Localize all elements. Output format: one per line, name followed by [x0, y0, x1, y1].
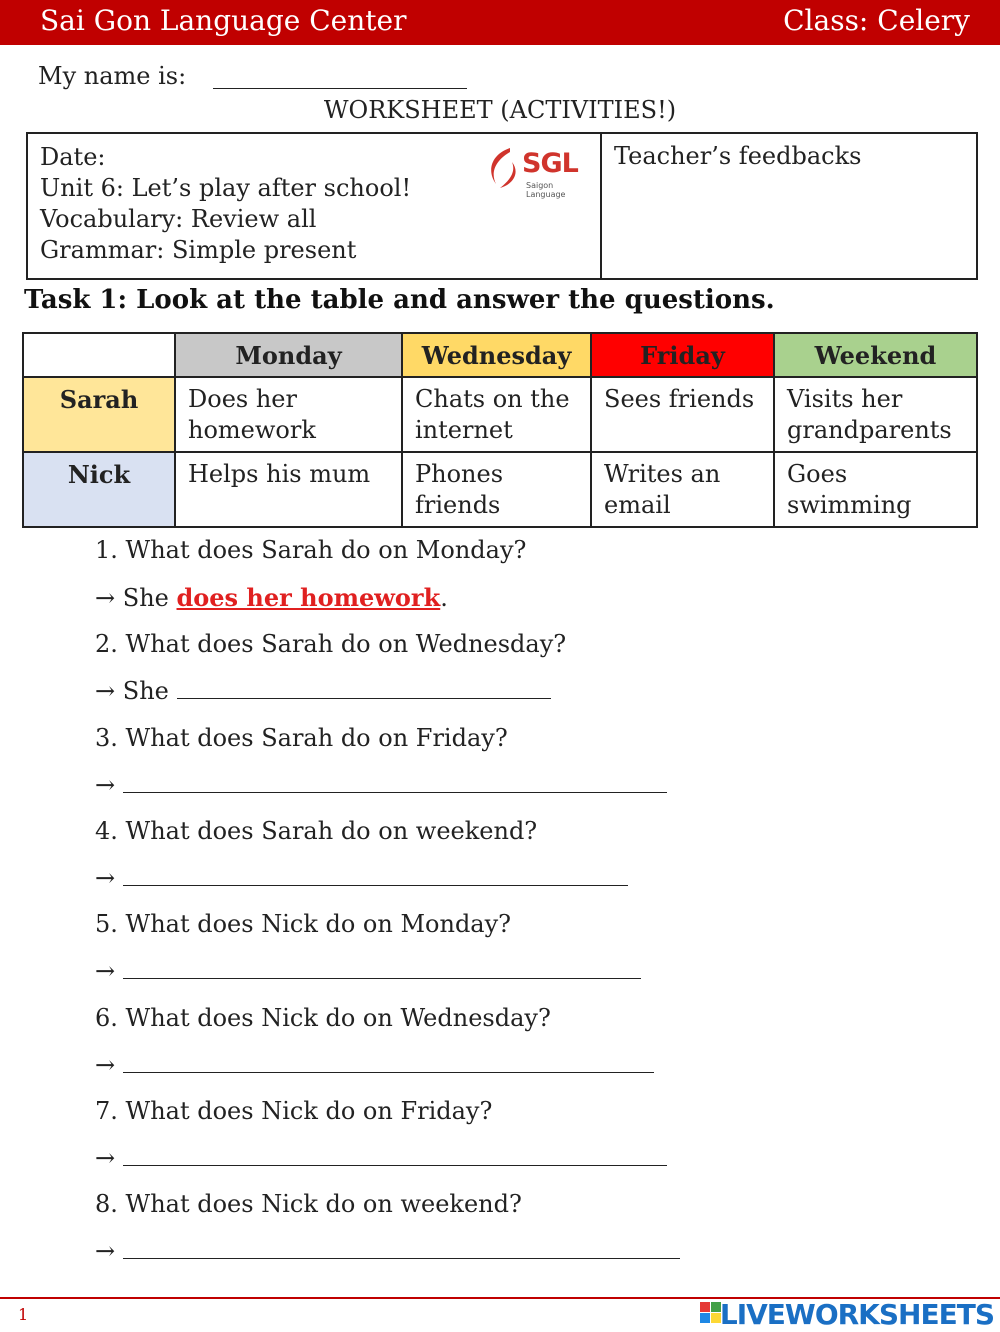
answer-prefix: She — [122, 584, 169, 612]
table-header-row — [23, 333, 977, 377]
question-4: 4. What does Sarah do on weekend? — [95, 817, 538, 845]
page-number: 1 — [18, 1305, 29, 1324]
row-header — [23, 377, 175, 452]
cell-text: Writes an email — [604, 460, 721, 519]
table-row — [23, 452, 977, 527]
sgl-logo-mark-icon — [484, 144, 524, 194]
liveworksheets-brand[interactable]: LIVEWORKSHEETS — [719, 1298, 994, 1331]
answer-5 — [95, 957, 641, 985]
arrow: → — [95, 1144, 116, 1172]
arrow: → — [95, 584, 116, 612]
grammar-label: Grammar: Simple present — [40, 236, 357, 264]
schedule-table — [22, 332, 978, 528]
liveworksheets-logo-icon — [700, 1302, 722, 1324]
table-row — [23, 377, 977, 452]
arrow: → — [95, 1051, 116, 1079]
answer-prefix: She — [122, 677, 169, 705]
table-corner-cell — [23, 333, 175, 377]
teacher-feedback-label: Teacher’s feedbacks — [614, 142, 862, 170]
table-cell — [591, 452, 774, 527]
answer-blank[interactable] — [123, 1147, 667, 1166]
logo-tagline: Saigon Language — [526, 181, 566, 199]
question-5: 5. What does Nick do on Monday? — [95, 910, 512, 938]
table-cell — [774, 377, 977, 452]
answer-blank[interactable] — [123, 774, 667, 793]
cell-text: Visits her grandparents — [787, 385, 952, 444]
question-7: 7. What does Nick do on Friday? — [95, 1097, 493, 1125]
worksheet-title: WORKSHEET (ACTIVITIES!) — [323, 96, 677, 124]
example-answer: does her homework — [176, 583, 441, 612]
table-cell — [591, 377, 774, 452]
column-header: Weekend — [774, 333, 977, 377]
question-6: 6. What does Nick do on Wednesday? — [95, 1004, 551, 1032]
question-8: 8. What does Nick do on weekend? — [95, 1190, 522, 1218]
cell-text: Helps his mum — [188, 460, 371, 488]
arrow: → — [95, 1237, 116, 1265]
answer-3 — [95, 771, 667, 799]
name-input-line[interactable] — [213, 88, 467, 89]
cell-text: Phones friends — [415, 460, 504, 519]
column-header: Wednesday — [402, 333, 591, 377]
unit-label: Unit 6: Let’s play after school! — [40, 174, 412, 202]
table-cell — [175, 377, 402, 452]
school-name: Sai Gon Language Center — [40, 4, 407, 37]
header-bar — [0, 0, 1000, 45]
vocabulary-label: Vocabulary: Review all — [40, 205, 317, 233]
answer-blank[interactable] — [177, 680, 551, 699]
answer-6 — [95, 1051, 654, 1079]
info-box — [26, 132, 978, 280]
arrow: → — [95, 864, 116, 892]
info-left-panel — [28, 134, 602, 278]
cell-text: Chats on the internet — [415, 385, 570, 444]
logo-text: SGL — [522, 148, 578, 179]
cell-text: Sees friends — [604, 385, 755, 413]
row-name: Nick — [67, 460, 131, 489]
column-header: Monday — [175, 333, 402, 377]
arrow: → — [95, 771, 116, 799]
answer-blank[interactable] — [123, 1054, 654, 1073]
answer-blank[interactable] — [123, 1240, 680, 1259]
table-cell — [402, 377, 591, 452]
answer-blank[interactable] — [123, 867, 628, 886]
sgl-logo — [484, 144, 584, 199]
answer-2 — [95, 677, 551, 705]
arrow: → — [95, 677, 116, 705]
table-cell — [402, 452, 591, 527]
row-header — [23, 452, 175, 527]
task-1-heading: Task 1: Look at the table and answer the questions. — [24, 285, 775, 315]
question-2: 2. What does Sarah do on Wednesday? — [95, 630, 567, 658]
table-cell — [175, 452, 402, 527]
row-name: Sarah — [59, 385, 139, 414]
answer-blank[interactable] — [123, 960, 641, 979]
question-1: 1. What does Sarah do on Monday? — [95, 536, 527, 564]
name-label: My name is: — [38, 62, 187, 90]
class-name: Class: Celery — [783, 4, 970, 37]
column-header: Friday — [591, 333, 774, 377]
table-cell — [774, 452, 977, 527]
answer-8 — [95, 1237, 680, 1265]
date-label: Date: — [40, 143, 106, 171]
answer-1 — [95, 583, 448, 612]
arrow: → — [95, 957, 116, 985]
cell-text: Does her homework — [188, 385, 316, 444]
answer-7 — [95, 1144, 667, 1172]
answer-suffix: . — [440, 584, 448, 612]
cell-text: Goes swimming — [787, 460, 912, 519]
answer-4 — [95, 864, 628, 892]
question-3: 3. What does Sarah do on Friday? — [95, 724, 508, 752]
